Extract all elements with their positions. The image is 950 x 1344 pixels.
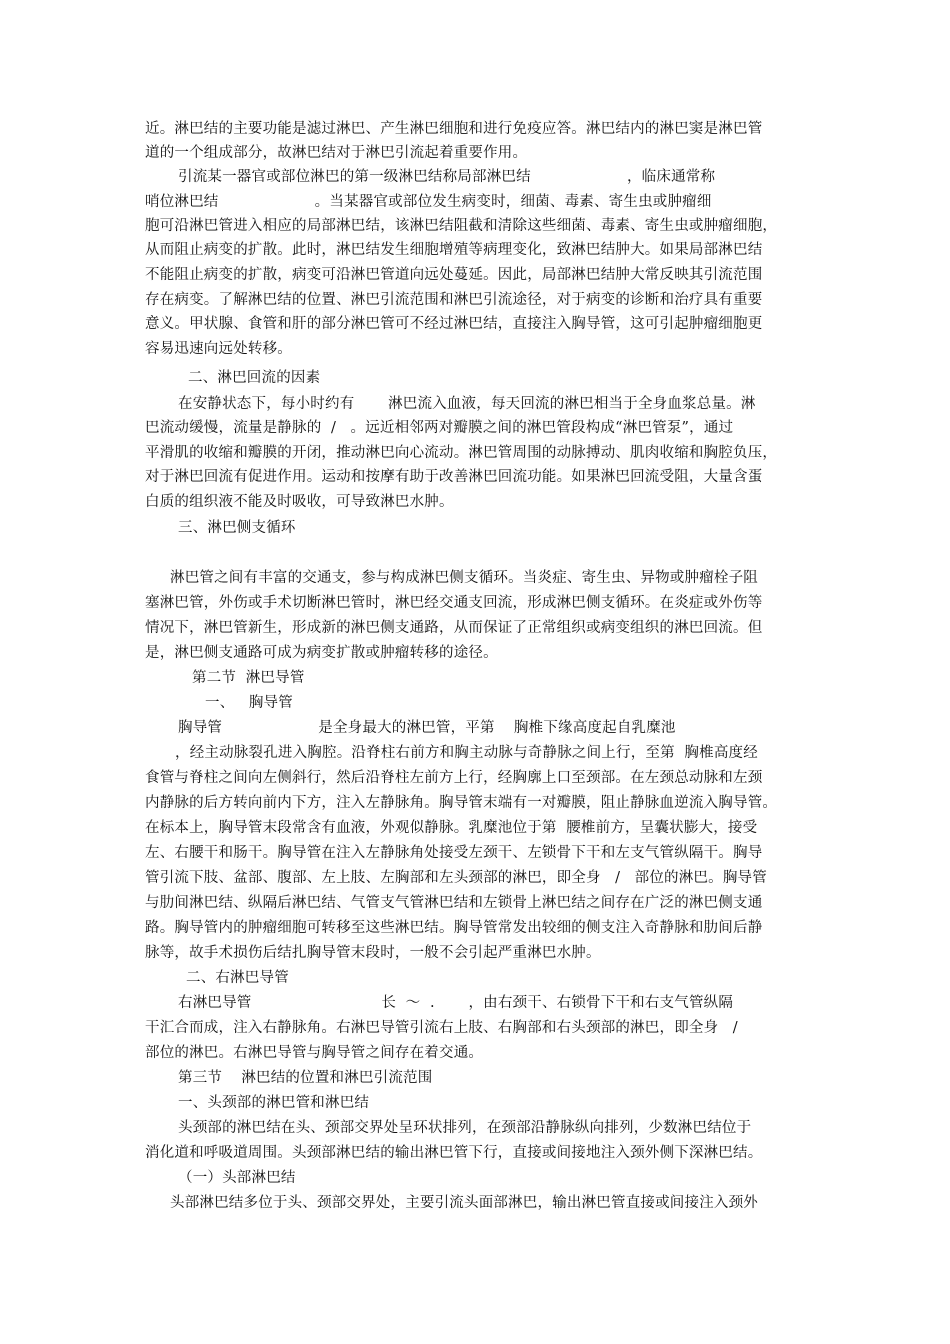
text-line-26: 食管与脊柱之间向左侧斜行，然后沿脊柱左前方上行，经胸廓上口至颈部。在左颈总动脉和左颈 [145, 770, 763, 786]
text-line-4: 哨位淋巴结 。当某器官或部位发生病变时，细菌、毒素、寄生虫或肿瘤细 [145, 194, 712, 210]
text-line-40: 头颈部的淋巴结在头、颈部交界处呈环状排列，在颈部沿静脉纵向排列，少数淋巴结位于 [178, 1120, 752, 1136]
section-heading: 三、淋巴侧支循环 [178, 520, 296, 536]
text-line-2: 道的一个组成部分，故淋巴结对于淋巴引流起着重要作用。 [145, 145, 528, 161]
text-line-31: 与肋间淋巴结、纵隔后淋巴结、气管支气管淋巴结和左锁骨上淋巴结之间存在广泛的淋巴侧支通 [145, 895, 763, 911]
text-line-19: 塞淋巴管，外伤或手术切断淋巴管时，淋巴经交通支回流，形成淋巴侧支循环。在炎症或外伤等 [145, 595, 763, 611]
text-line-30: 管引流下肢、盆部、腹部、左上肢、左胸部和左头颈部的淋巴，即全身 / 部位的淋巴。胸导管 [145, 870, 767, 886]
chapter-section-title: 第三节 淋巴结的位置和淋巴引流范围 [178, 1070, 433, 1086]
text-line-3: 引流某一器官或部位淋巴的第一级淋巴结称局部淋巴结 ，临床通常称 [178, 169, 716, 185]
text-line-32: 路。胸导管内的肿瘤细胞可转移至这些淋巴结。胸导管常发出较细的侧支注入奇静脉和肋间后静 [145, 920, 763, 936]
text-line-9: 意义。甲状腺、食管和肝的部分淋巴管可不经过淋巴结，直接注入胸导管，这可引起肿瘤细胞更 [145, 316, 763, 332]
text-line-12: 在安静状态下，每小时约有 淋巴流入血液，每天回流的淋巴相当于全身血浆总量。淋 [178, 396, 756, 412]
section-heading: 一、 胸导管 [205, 695, 293, 711]
text-line-18: 淋巴管之间有丰富的交通支，参与构成淋巴侧支循环。当炎症、寄生虫、异物或肿瘤栓子阻 [170, 570, 758, 586]
text-line-24: 胸导管 是全身最大的淋巴管，平第 胸椎下缘高度起自乳糜池 [178, 720, 676, 736]
text-line-15: 对于淋巴回流有促进作用。运动和按摩有助于改善淋巴回流功能。如果淋巴回流受阻，大量含蛋 [145, 469, 763, 485]
text-line-13: 巴流动缓慢，流量是静脉的 / 。远近相邻两对瓣膜之间的淋巴管段构成“淋巴管泵”，通过 [145, 420, 734, 436]
text-line-10: 容易迅速向远处转移。 [145, 341, 292, 357]
text-line-33: 脉等，故手术损伤后结扎胸导管末段时，一般不会引起严重淋巴水肿。 [145, 945, 601, 961]
sub-heading: （一）头部淋巴结 [178, 1170, 296, 1186]
text-line-21: 是，淋巴侧支通路可成为病变扩散或肿瘤转移的途径。 [145, 645, 498, 661]
text-line-8: 存在病变。了解淋巴结的位置、淋巴引流范围和淋巴引流途径，对于病变的诊断和治疗具有重要 [145, 292, 763, 308]
text-line-41: 消化道和呼吸道周围。头颈部淋巴结的输出淋巴管下行，直接或间接地注入颈外侧下深淋巴结。 [145, 1145, 763, 1161]
text-line-14: 平滑肌的收缩和瓣膜的开闭，推动淋巴向心流动。淋巴管周围的动脉搏动、肌肉收缩和胸腔负压， [145, 445, 778, 461]
section-heading: 一、头颈部的淋巴管和淋巴结 [178, 1095, 370, 1111]
text-line-35: 右淋巴导管 长 ～ . ，由右颈干、右锁骨下干和右支气管纵隔 [178, 995, 734, 1011]
text-line-6: 从而阻止病变的扩散。此时，淋巴结发生细胞增殖等病理变化，致淋巴结肿大。如果局部淋巴结 [145, 242, 763, 258]
text-line-7: 不能阻止病变的扩散，病变可沿淋巴管道向远处蔓延。因此，局部淋巴结肿大常反映其引流范围 [145, 267, 763, 283]
text-line-5: 胞可沿淋巴管进入相应的局部淋巴结，该淋巴结阻截和清除这些细菌、毒素、寄生虫或肿瘤细胞， [145, 218, 778, 234]
text-line-25: ，经主动脉裂孔进入胸腔。沿脊柱右前方和胸主动脉与奇静脉之间上行，至第 胸椎高度经 [175, 745, 758, 761]
chapter-section-title: 第二节 淋巴导管 [192, 670, 305, 686]
section-heading: 二、淋巴回流的因素 [188, 370, 321, 386]
text-line-27: 内静脉的后方转向前内下方，注入左静脉角。胸导管末端有一对瓣膜，阻止静脉血逆流入胸导管。 [145, 795, 778, 811]
text-line-20: 情况下，淋巴管新生，形成新的淋巴侧支通路，从而保证了正常组织或病变组织的淋巴回流。但 [145, 620, 763, 636]
section-heading: 二、右淋巴导管 [186, 970, 289, 986]
text-line-36: 干汇合而成，注入右静脉角。右淋巴导管引流右上肢、右胸部和右头颈部的淋巴，即全身 / [145, 1020, 738, 1036]
text-line-37: 部位的淋巴。右淋巴导管与胸导管之间存在着交通。 [145, 1045, 484, 1061]
text-line-1: 近。淋巴结的主要功能是滤过淋巴、产生淋巴细胞和进行免疫应答。淋巴结内的淋巴窦是淋巴管 [145, 121, 763, 137]
text-line-29: 左、右腰干和肠干。胸导管在注入左静脉角处接受左颈干、左锁骨下干和左支气管纵隔干。胸导 [145, 845, 763, 861]
text-line-28: 在标本上，胸导管末段常含有血液，外观似静脉。乳糜池位于第 腰椎前方，呈囊状膨大，接受 [145, 820, 758, 836]
text-line-43: 头部淋巴结多位于头、颈部交界处，主要引流头面部淋巴，输出淋巴管直接或间接注入颈外 [170, 1195, 758, 1211]
text-line-16: 白质的组织液不能及时吸收，可导致淋巴水肿。 [145, 494, 454, 510]
